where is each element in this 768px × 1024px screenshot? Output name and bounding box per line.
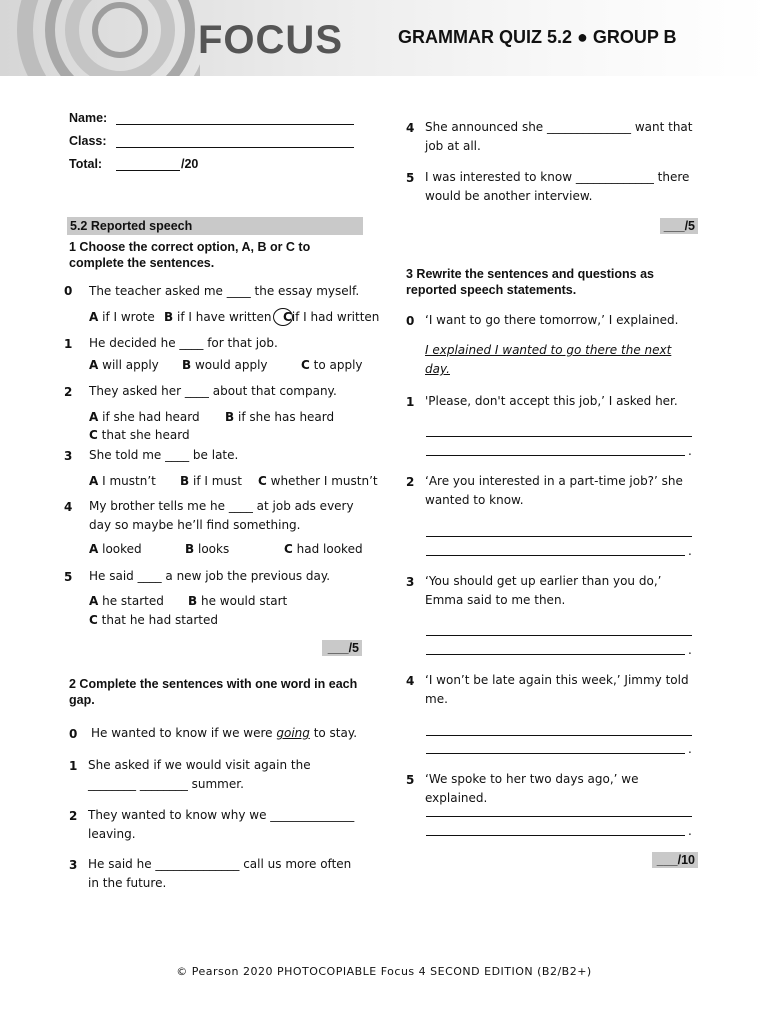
- task1-item-text: My brother tells me he ____ at job ads every day so maybe he’ll find something.: [89, 499, 354, 532]
- total-field[interactable]: [116, 170, 180, 171]
- task3-item-number: 1: [406, 395, 415, 409]
- answer-line[interactable]: [426, 455, 685, 456]
- task2-score: ___/5: [660, 218, 698, 234]
- option-b-wrap: [225, 410, 334, 424]
- task2-item-text[interactable]: She announced she ______________ want that job at all.: [425, 120, 693, 153]
- name-label: Name:: [69, 111, 108, 125]
- task1-item-number: 0: [64, 284, 73, 298]
- task1-item-text: She told me ____ be late.: [89, 448, 239, 462]
- option-b-wrap: [182, 358, 268, 372]
- option-letter: B: [188, 594, 198, 608]
- task3-item-number: 3: [406, 575, 415, 589]
- option-a-wrap: [89, 474, 156, 488]
- option-c-wrap: [258, 474, 378, 488]
- task3-instruction: 3 Rewrite the sentences and questions as reported speech statements.: [406, 267, 654, 297]
- answer-line[interactable]: [426, 536, 692, 537]
- task3-item-text: ‘I want to go there tomorrow,’ I explained.: [425, 313, 679, 327]
- task2-item-text[interactable]: He said he ______________ call us more often in the future.: [88, 857, 352, 890]
- option-c[interactable]: that he had started: [101, 613, 218, 627]
- task1-item-text: They asked her ____ about that company.: [89, 384, 337, 398]
- task2-item-number: 1: [69, 759, 78, 773]
- line-period: .: [688, 643, 692, 657]
- task2-item-number: 3: [69, 858, 78, 872]
- task3-item-number: 5: [406, 773, 415, 787]
- task3-item-number: 0: [406, 314, 415, 328]
- task2-item-text[interactable]: I was interested to know _____________ there would be another interview.: [425, 170, 690, 203]
- option-c-wrap: [301, 358, 363, 372]
- task3-item-text: ‘Are you interested in a part-time job?’ she wanted to know.: [425, 474, 683, 507]
- task1-item-number: 1: [64, 337, 73, 351]
- model-answer: going: [276, 726, 310, 740]
- task3-item-number: 2: [406, 475, 415, 489]
- answer-line[interactable]: [426, 753, 685, 754]
- answer-line[interactable]: [426, 654, 685, 655]
- option-a[interactable]: will apply: [102, 358, 159, 372]
- task2-item-after: to stay.: [309, 726, 358, 740]
- option-c[interactable]: whether I mustn’t: [270, 474, 378, 488]
- option-a[interactable]: if she had heard: [102, 410, 200, 424]
- task2-item-number: 5: [406, 171, 415, 185]
- answer-line[interactable]: [426, 436, 692, 437]
- option-b[interactable]: if I must: [192, 474, 242, 488]
- class-field[interactable]: [116, 147, 354, 148]
- task1-score: ___/5: [322, 640, 362, 656]
- task1-item-text: He said ____ a new job the previous day.: [89, 569, 331, 583]
- task1-instruction: 1 Choose the correct option, A, B or C to complete the sentences.: [69, 240, 311, 270]
- line-period: .: [688, 544, 692, 558]
- line-period: .: [688, 444, 692, 458]
- section-title: 5.2 Reported speech: [67, 217, 363, 235]
- option-letter: B: [185, 542, 195, 556]
- option-a-wrap: [89, 358, 159, 372]
- task1-item-options: [89, 310, 155, 324]
- task2-item-before: He wanted to know if we were: [91, 726, 277, 740]
- option-b[interactable]: if I have written: [176, 310, 272, 324]
- task3-item-text: ‘I won’t be late again this week,’ Jimmy told me.: [425, 673, 689, 706]
- name-field[interactable]: [116, 124, 354, 125]
- task1-item-number: 3: [64, 449, 73, 463]
- total-suffix: /20: [181, 157, 199, 171]
- option-c-wrap: [89, 613, 218, 627]
- option-letter: B: [180, 474, 190, 488]
- option-letter: A: [89, 542, 99, 556]
- option-a[interactable]: looked: [102, 542, 142, 556]
- focus-logo: FOCUS: [198, 18, 343, 62]
- option-a[interactable]: if I wrote: [102, 310, 155, 324]
- option-a-wrap: [89, 542, 142, 556]
- task1-item-text: The teacher asked me ____ the essay myself.: [89, 284, 360, 298]
- option-letter: A: [89, 310, 99, 324]
- answer-line[interactable]: [426, 816, 692, 817]
- answer-line[interactable]: [426, 835, 685, 836]
- answer-line[interactable]: [426, 635, 692, 636]
- answer-line[interactable]: [426, 555, 685, 556]
- task2-item-text[interactable]: They wanted to know why we ______________ leaving.: [88, 808, 355, 841]
- option-letter: C: [89, 613, 98, 627]
- option-letter: A: [89, 474, 99, 488]
- task2-item-number: 0: [69, 727, 78, 741]
- quiz-title: GRAMMAR QUIZ 5.2 ● GROUP B: [398, 27, 677, 47]
- option-c-wrap: [89, 428, 190, 442]
- task2-instruction: 2 Complete the sentences with one word in each gap.: [69, 677, 358, 707]
- option-b-wrap: [188, 594, 287, 608]
- option-b[interactable]: would apply: [194, 358, 268, 372]
- option-c[interactable]: that she heard: [101, 428, 190, 442]
- task3-item-text: ‘You should get up earlier than you do,’ Emma said to me then.: [425, 574, 662, 607]
- task1-item-text: He decided he ____ for that job.: [89, 336, 278, 350]
- class-label: Class:: [69, 134, 107, 148]
- option-b[interactable]: if she has heard: [237, 410, 335, 424]
- option-a[interactable]: he started: [102, 594, 164, 608]
- swirl-graphic-icon: [0, 0, 200, 76]
- option-letter: B: [225, 410, 235, 424]
- option-letter: B: [164, 310, 174, 324]
- total-label: Total:: [69, 157, 103, 171]
- option-a-wrap: [89, 594, 164, 608]
- task2-item-text: [91, 724, 357, 743]
- answer-line[interactable]: [426, 735, 692, 736]
- option-b[interactable]: he would start: [200, 594, 288, 608]
- option-letter: A: [89, 410, 99, 424]
- task1-item-number: 5: [64, 570, 73, 584]
- task1-item-number: 4: [64, 500, 73, 514]
- option-b-wrap: [180, 474, 242, 488]
- option-letter: A: [89, 358, 99, 372]
- line-period: .: [688, 824, 692, 838]
- option-letter: C: [284, 542, 293, 556]
- page-footer: © Pearson 2020 PHOTOCOPIABLE Focus 4 SECOND EDITION (B2/B2+): [176, 965, 592, 978]
- option-c[interactable]: to apply: [313, 358, 363, 372]
- task1-item-number: 2: [64, 385, 73, 399]
- option-letter: C: [258, 474, 267, 488]
- option-b-wrap: [164, 310, 271, 324]
- option-c-wrap: [284, 542, 363, 556]
- option-letter: C: [89, 428, 98, 442]
- option-letter: C: [283, 310, 292, 324]
- task3-score: ___/10: [652, 852, 698, 868]
- option-b[interactable]: looks: [197, 542, 230, 556]
- task3-item-text: 'Please, don't accept this job,’ I asked her.: [425, 394, 678, 408]
- task2-item-number: 4: [406, 121, 415, 135]
- task2-item-number: 2: [69, 809, 78, 823]
- option-letter: A: [89, 594, 99, 608]
- page-header: [0, 0, 768, 76]
- option-a-wrap: [89, 410, 200, 424]
- task3-item-number: 4: [406, 674, 415, 688]
- option-c[interactable]: if I had written: [291, 310, 380, 324]
- task2-item-text[interactable]: She asked if we would visit again the ________ ________ summer.: [88, 758, 311, 791]
- option-letter: C: [301, 358, 310, 372]
- model-answer: I explained I wanted to go there the next day.: [425, 343, 672, 376]
- task3-item-text: ‘We spoke to her two days ago,’ we explained.: [425, 772, 639, 805]
- option-letter: B: [182, 358, 192, 372]
- option-c[interactable]: had looked: [296, 542, 363, 556]
- option-c-wrap: [283, 310, 379, 324]
- option-a[interactable]: I mustn’t: [102, 474, 156, 488]
- line-period: .: [688, 742, 692, 756]
- option-b-wrap: [185, 542, 229, 556]
